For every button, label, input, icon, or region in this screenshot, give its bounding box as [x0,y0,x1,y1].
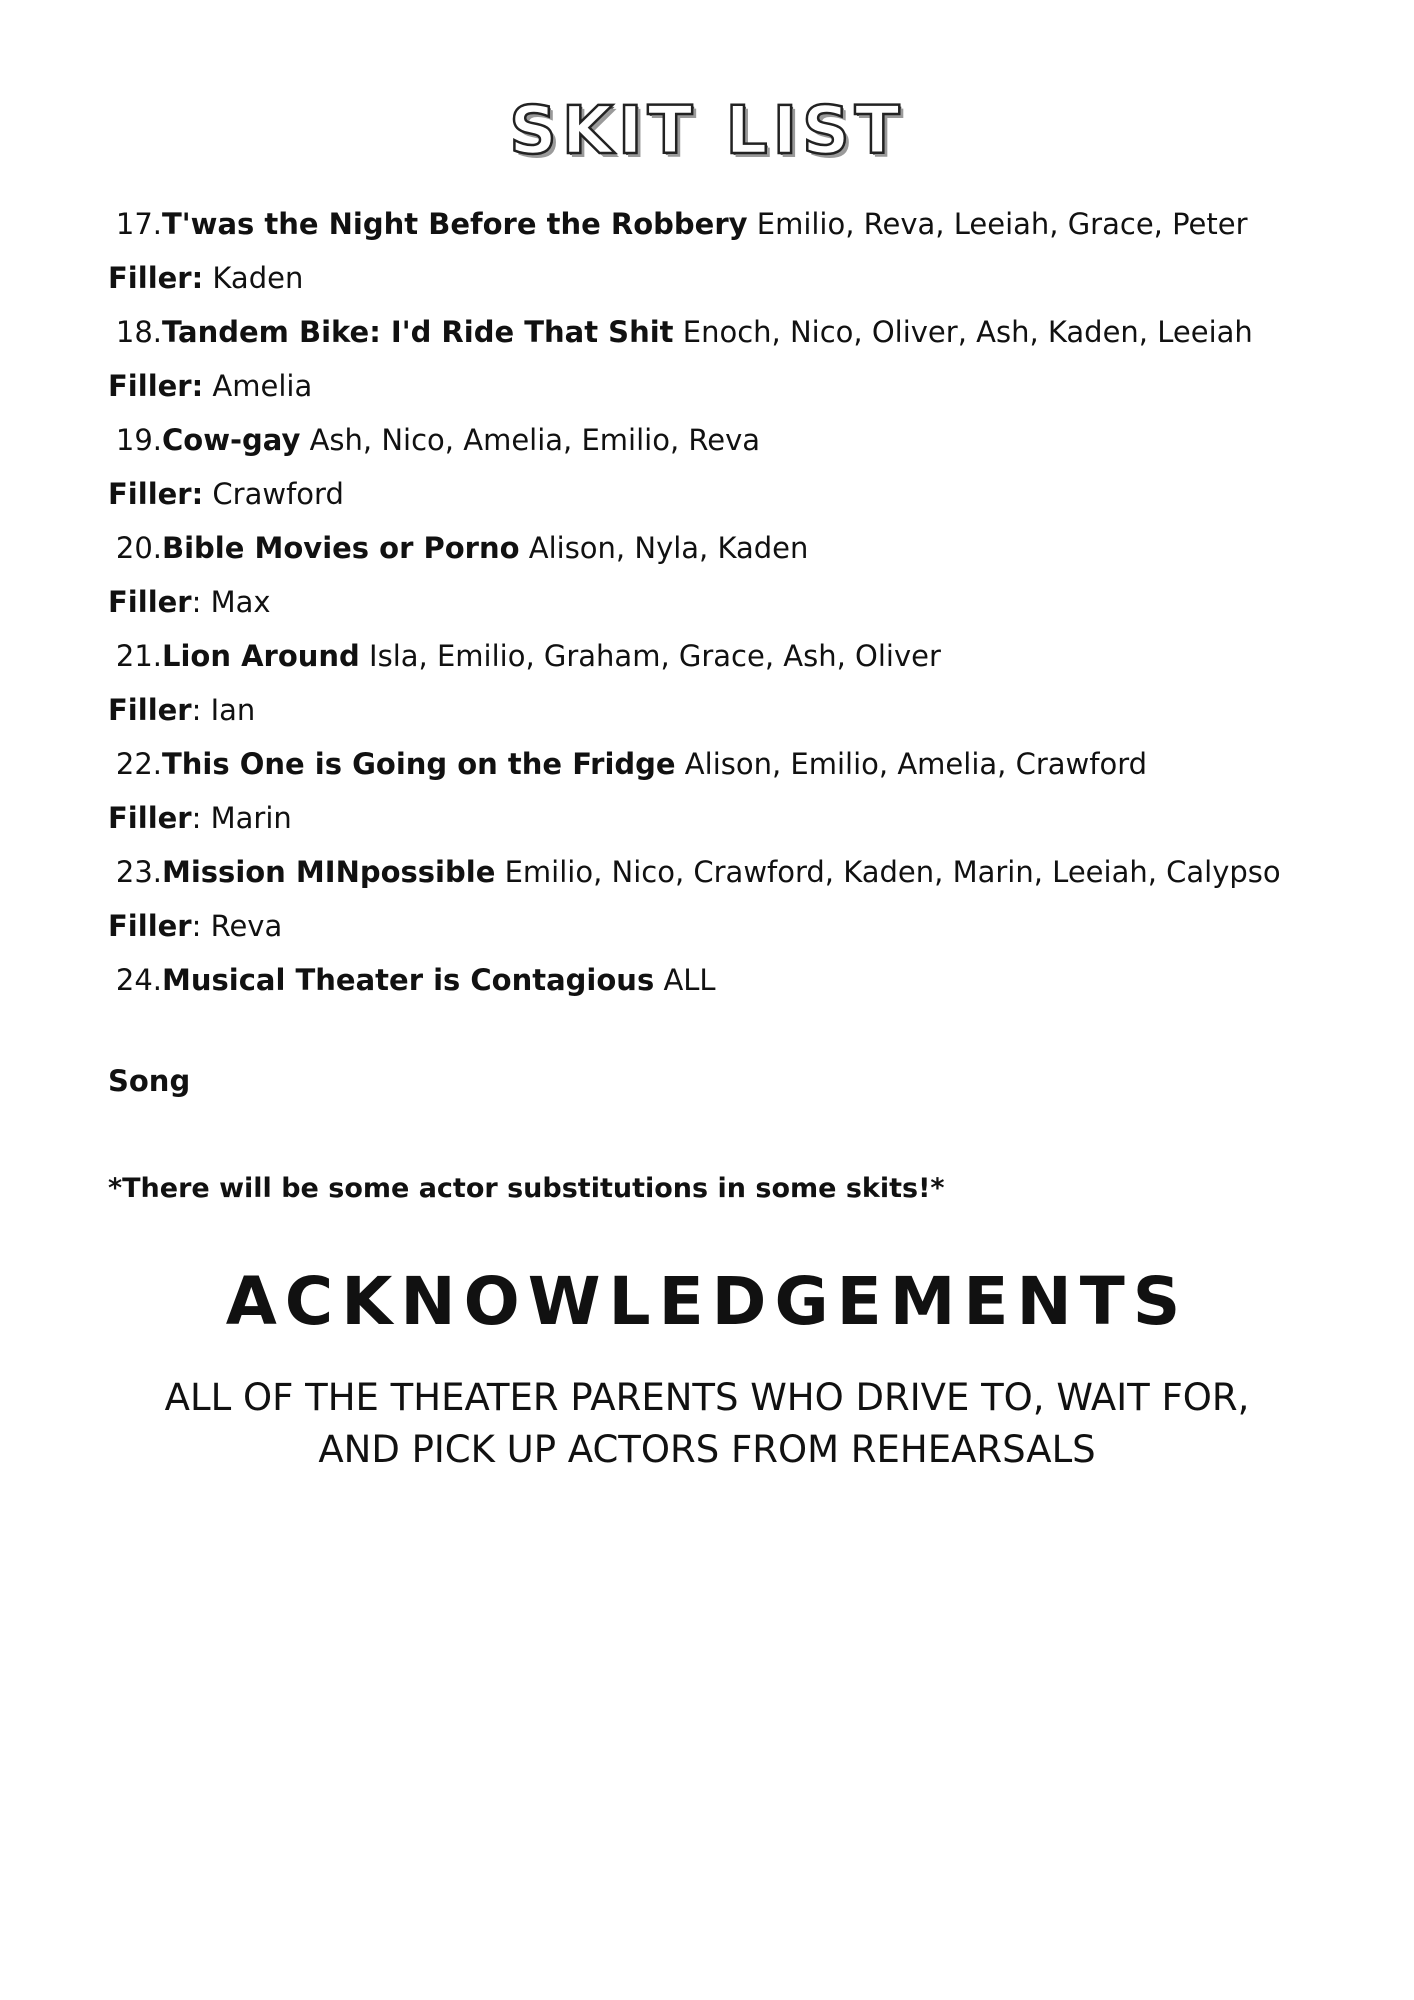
filler-line [108,359,1348,413]
filler-label: Filler [108,693,192,727]
filler-actor: : Ian [191,693,256,727]
skit-cast: Enoch, Nico, Oliver, Ash, Kaden, Leeiah [682,315,1253,349]
filler-line [108,899,1348,953]
skit-number: 22. [115,747,162,781]
page-title: SKIT LIST [509,92,905,169]
skit-item [108,737,1348,791]
acknowledgements-text [100,1372,1314,1476]
filler-actor: Crawford [212,477,344,511]
skit-item [108,413,1348,467]
filler-actor: : Max [191,585,271,619]
filler-line [108,791,1348,845]
skit-number: 19. [115,423,162,457]
acknowledgements-title: ACKNOWLEDGEMENTS [225,1263,1189,1340]
skit-title: T'was the Night Before the Robbery [162,207,748,241]
acknowledgements-line: AND PICK UP ACTORS FROM REHEARSALS [318,1428,1096,1471]
skit-title: Tandem Bike: I'd Ride That Shit [162,315,674,349]
skit-number: 23. [115,855,162,889]
skit-cast: Emilio, Nico, Crawford, Kaden, Marin, Leeiah, Calypso [504,855,1281,889]
skit-number: 17. [115,207,162,241]
skit-title: Musical Theater is Contagious [162,963,655,997]
skit-item [108,305,1348,359]
skit-item [108,953,1348,1007]
filler-line [108,683,1348,737]
filler-label: Filler [108,585,192,619]
filler-actor: Amelia [212,369,313,403]
filler-label: Filler: [108,477,204,511]
filler-actor: : Reva [191,909,283,943]
filler-actor: : Marin [191,801,292,835]
filler-label: Filler: [108,369,204,403]
skit-item [108,629,1348,683]
skit-number: 20. [115,531,162,565]
filler-label: Filler [108,909,192,943]
skit-cast: ALL [663,963,716,997]
skit-item [108,197,1348,251]
skit-title: Cow-gay [162,423,301,457]
song-label: Song [108,1064,191,1098]
substitution-note: *There will be some actor substitutions in some skits!* [108,1173,945,1204]
filler-actor: Kaden [212,261,304,295]
skit-cast: Alison, Nyla, Kaden [528,531,809,565]
skit-title: Mission MINpossible [162,855,496,889]
skit-cast: Alison, Emilio, Amelia, Crawford [684,747,1148,781]
skit-number: 21. [115,639,162,673]
skit-title: Bible Movies or Porno [162,531,520,565]
filler-line [108,467,1348,521]
skit-cast: Emilio, Reva, Leeiah, Grace, Peter [756,207,1248,241]
filler-label: Filler [108,801,192,835]
filler-label: Filler: [108,261,204,295]
acknowledgements-line: ALL OF THE THEATER PARENTS WHO DRIVE TO, WAIT FOR, [164,1376,1250,1419]
filler-line [108,251,1348,305]
skit-item [108,845,1348,899]
skit-cast: Isla, Emilio, Graham, Grace, Ash, Oliver [369,639,941,673]
filler-line [108,575,1348,629]
skit-list [108,197,1348,1007]
skit-number: 18. [115,315,162,349]
skit-item [108,521,1348,575]
skit-title: Lion Around [162,639,360,673]
skit-cast: Ash, Nico, Amelia, Emilio, Reva [309,423,761,457]
skit-title: This One is Going on the Fridge [162,747,676,781]
skit-number: 24. [115,963,162,997]
